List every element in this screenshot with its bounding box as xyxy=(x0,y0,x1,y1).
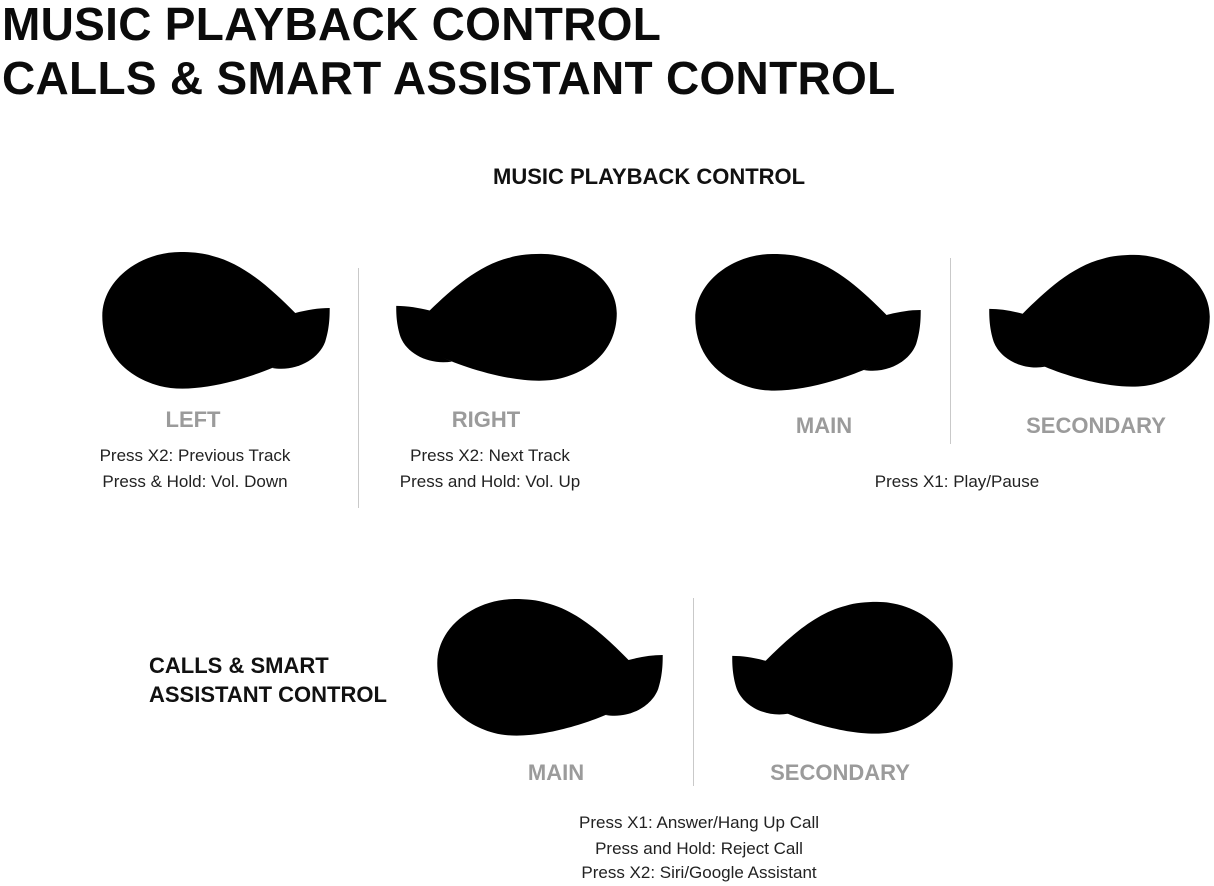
play-pause-desc: Press X1: Play/Pause xyxy=(874,472,1040,491)
calls-desc-line-2: Press and Hold: Reject Call xyxy=(595,839,803,858)
calls-main-label: MAIN xyxy=(527,760,585,785)
music-section-title: MUSIC PLAYBACK CONTROL xyxy=(493,164,806,189)
headline-line-1: MUSIC PLAYBACK CONTROL xyxy=(2,0,662,50)
calls-title-line-2: ASSISTANT CONTROL xyxy=(149,682,387,707)
left-label: LEFT xyxy=(165,407,221,432)
earbud-left-icon xyxy=(100,250,332,390)
earbud-right-icon xyxy=(394,252,619,382)
right-desc-line-2: Press and Hold: Vol. Up xyxy=(399,472,581,491)
calls-desc-line-1: Press X1: Answer/Hang Up Call xyxy=(579,813,819,832)
left-desc-line-2: Press & Hold: Vol. Down xyxy=(102,472,288,491)
right-desc-line-1: Press X2: Next Track xyxy=(410,446,570,465)
earbud-calls-secondary-icon xyxy=(730,600,955,735)
secondary-label: SECONDARY xyxy=(1026,413,1166,438)
divider-main-secondary xyxy=(950,258,951,444)
calls-desc-line-3: Press X2: Siri/Google Assistant xyxy=(581,863,817,882)
earbud-calls-main-icon xyxy=(435,597,665,737)
divider-calls xyxy=(693,598,694,786)
calls-title-line-1: CALLS & SMART xyxy=(149,653,329,678)
main-label: MAIN xyxy=(795,413,853,438)
calls-secondary-label: SECONDARY xyxy=(770,760,910,785)
divider-left-right xyxy=(358,268,359,508)
right-label: RIGHT xyxy=(451,407,521,432)
earbud-secondary-icon xyxy=(987,253,1212,388)
headline-line-2: CALLS & SMART ASSISTANT CONTROL xyxy=(2,52,896,104)
left-desc-line-1: Press X2: Previous Track xyxy=(99,446,291,465)
earbud-main-icon xyxy=(693,252,923,392)
